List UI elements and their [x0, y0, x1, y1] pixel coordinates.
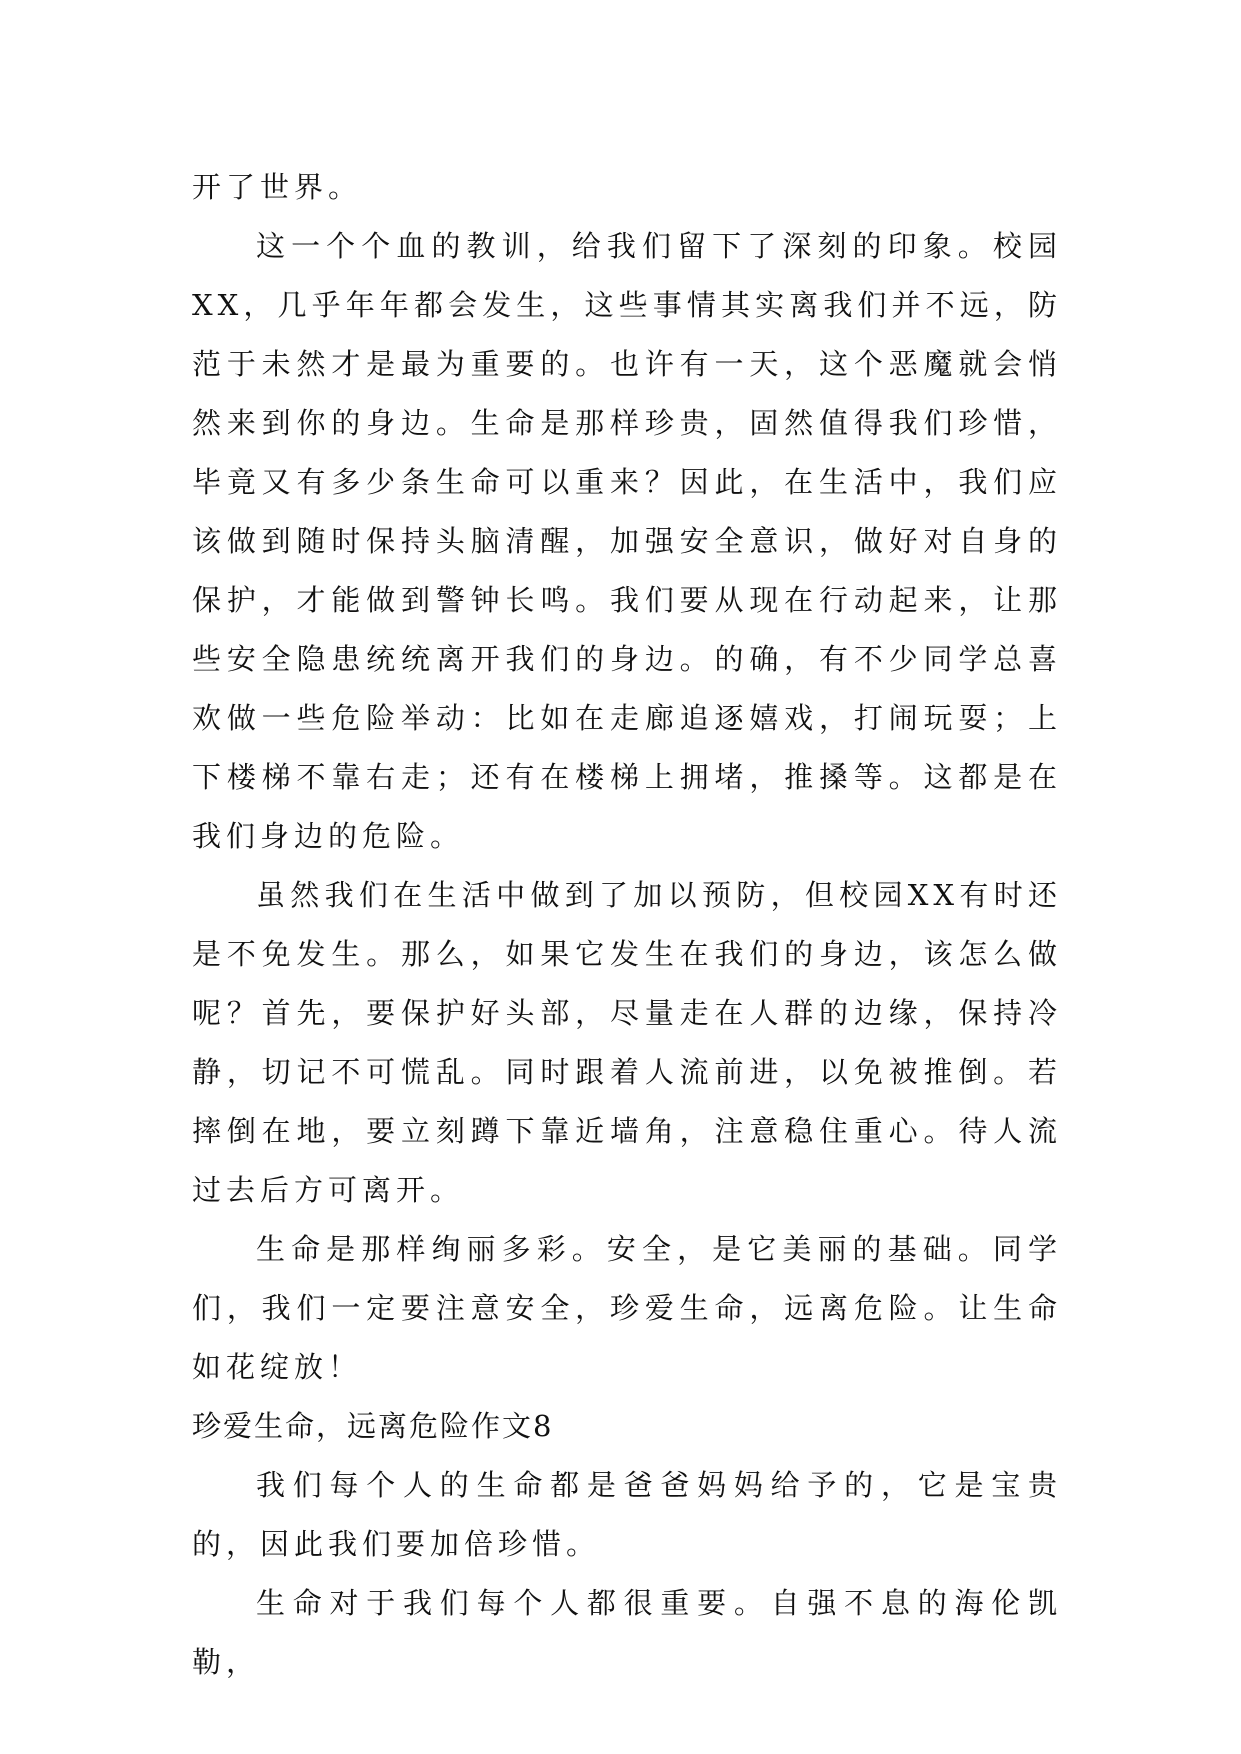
paragraph-conclusion: 生命是那样绚丽多彩。安全，是它美丽的基础。同学们，我们一定要注意安全，珍爱生命，远离危险。让生命如花绽放！ — [192, 1232, 1062, 1384]
section-title: 珍爱生命，远离危险作文8 — [192, 1409, 554, 1443]
paragraph-intro: 我们每个人的生命都是爸爸妈妈给予的，它是宝贵的，因此我们要加倍珍惜。 — [192, 1468, 1062, 1561]
paragraph-prevention: 虽然我们在生活中做到了加以预防，但校园XX有时还是不免发生。那么，如果它发生在我们的身边，该怎么做呢？首先，要保护好头部，尽量走在人群的边缘，保持冷静，切记不可慌乱。同时跟着人流前进，以免被推倒。若摔倒在地，要立刻蹲下靠近墙角，注意稳住重心。待人流过去后方可离开。 — [192, 878, 1062, 1207]
paragraph-continuation: 开了世界。 — [192, 170, 363, 204]
paragraph-lessons: 这一个个血的教训，给我们留下了深刻的印象。校园XX，几乎年年都会发生，这些事情其实离我们并不远，防范于未然才是最为重要的。也许有一天，这个恶魔就会悄然来到你的身边。生命是那样珍贵，固然值得我们珍惜，毕竟又有多少条生命可以重来？因此，在生活中，我们应该做到随时保持头脑清醒，加强安全意识，做好对自身的保护，才能做到警钟长鸣。我们要从现在行动起来，让那些安全隐患统统离开我们的身边。的确，有不少同学总喜欢做一些危险举动：比如在走廊追逐嬉戏，打闹玩耍；上下楼梯不靠右走；还有在楼梯上拥堵，推搡等。这都是在我们身边的危险。 — [192, 229, 1062, 853]
document-body — [192, 158, 1062, 1692]
paragraph-importance: 生命对于我们每个人都很重要。自强不息的海伦凯勒， — [192, 1586, 1062, 1679]
